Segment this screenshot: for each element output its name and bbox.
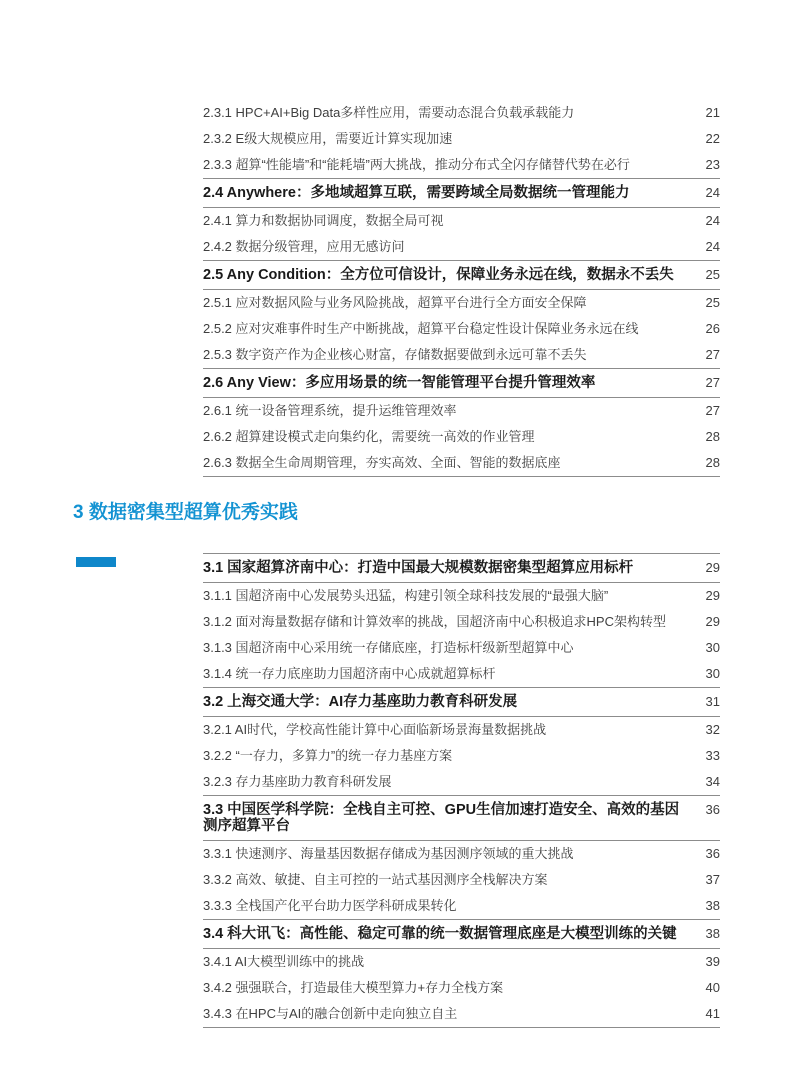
toc-entry[interactable]	[203, 100, 720, 126]
toc-group-2-6	[203, 368, 720, 476]
toc-entry[interactable]	[203, 975, 720, 1001]
toc-entry-page: 29	[705, 560, 720, 575]
toc-group-2-5	[203, 260, 720, 368]
toc-entry[interactable]	[203, 893, 720, 919]
toc-entry[interactable]	[203, 635, 720, 661]
toc-entry-title: 3.3 中国医学科学院：全栈自主可控、GPU生信加速打造安全、高效的基因测序超算平台	[203, 802, 680, 834]
toc-entry-page: 32	[705, 722, 720, 737]
toc-section-header[interactable]	[203, 261, 720, 290]
toc-entry[interactable]	[203, 769, 720, 795]
toc-entry-page: 34	[705, 774, 720, 789]
toc-entry-page: 38	[705, 898, 720, 913]
toc-entry[interactable]	[203, 661, 720, 687]
toc-entry-page: 28	[705, 429, 720, 444]
toc-entry-title: 3.1 国家超算济南中心：打造中国最大规模数据密集型超算应用标杆	[203, 560, 634, 576]
toc-entry-page: 37	[705, 872, 720, 887]
toc-entry-page: 27	[705, 347, 720, 362]
toc-entry-page: 23	[705, 157, 720, 172]
toc-entry[interactable]	[203, 290, 720, 316]
toc-group-3-1	[203, 553, 720, 687]
toc-entry-title: 2.3.3 超算“性能墙”和“能耗墙”两大挑战，推动分布式全闪存储替代势在必行	[203, 157, 630, 172]
toc-entry-title: 3.1.3 国超济南中心采用统一存储底座，打造标杆级新型超算中心	[203, 640, 574, 655]
toc-entry-page: 27	[705, 403, 720, 418]
toc-entry[interactable]	[203, 152, 720, 178]
toc-entry-title: 3.4 科大讯飞：高性能、稳定可靠的统一数据管理底座是大模型训练的关键	[203, 926, 677, 942]
toc-entry-title: 2.6.2 超算建设模式走向集约化，需要统一高效的作业管理	[203, 429, 535, 444]
chapter-marker-bar	[76, 557, 116, 567]
toc-entry[interactable]	[203, 717, 720, 743]
chapter3-heading: 3 数据密集型超算优秀实践	[73, 502, 298, 523]
toc-section-header[interactable]	[203, 369, 720, 398]
toc-entry-page: 29	[705, 588, 720, 603]
toc-entry-title: 2.5 Any Condition：全方位可信设计，保障业务永远在线，数据永不丢失	[203, 267, 674, 283]
toc-entry-page: 29	[705, 614, 720, 629]
toc-entry-page: 38	[705, 926, 720, 941]
toc-entry-title: 2.6 Any View：多应用场景的统一智能管理平台提升管理效率	[203, 375, 596, 391]
toc-entry-title: 3.1.1 国超济南中心发展势头迅猛，构建引领全球科技发展的“最强大脑”	[203, 588, 609, 603]
toc-section-header[interactable]	[203, 179, 720, 208]
toc-group-3-2	[203, 687, 720, 795]
toc-entry-page: 28	[705, 455, 720, 470]
toc-entry[interactable]	[203, 841, 720, 867]
toc-entry-page: 25	[705, 267, 720, 282]
toc-section-header[interactable]	[203, 554, 720, 583]
toc-entry-page: 26	[705, 321, 720, 336]
toc-entry-title: 3.3.2 高效、敏捷、自主可控的一站式基因测序全栈解决方案	[203, 872, 548, 887]
toc-entry-title: 2.3.2 E级大规模应用，需要近计算实现加速	[203, 131, 453, 146]
toc-entry[interactable]	[203, 398, 720, 424]
toc-entry[interactable]	[203, 867, 720, 893]
toc-entry-page: 27	[705, 375, 720, 390]
toc-entry-title: 2.5.2 应对灾难事件时生产中断挑战，超算平台稳定性设计保障业务永远在线	[203, 321, 639, 336]
toc-entry-page: 36	[705, 802, 720, 817]
toc-chapter3-block	[203, 553, 720, 1028]
toc-entry-page: 30	[705, 666, 720, 681]
toc-entry[interactable]	[203, 316, 720, 342]
toc-entry-page: 30	[705, 640, 720, 655]
toc-entry-title: 3.2 上海交通大学：AI存力基座助力教育科研发展	[203, 694, 518, 710]
toc-entry-page: 41	[705, 1006, 720, 1021]
toc-entry-title: 3.2.2 “一存力，多算力”的统一存力基座方案	[203, 748, 453, 763]
toc-group-2-4	[203, 178, 720, 260]
toc-entry-page: 21	[705, 105, 720, 120]
toc-entry-title: 2.6.3 数据全生命周期管理，夯实高效、全面、智能的数据底座	[203, 455, 561, 470]
toc-entry-title: 2.6.1 统一设备管理系统，提升运维管理效率	[203, 403, 457, 418]
toc-entry-title: 3.2.3 存力基座助力教育科研发展	[203, 774, 392, 789]
toc-chapter2-block	[203, 100, 720, 477]
toc-entry[interactable]	[203, 424, 720, 450]
toc-entry-title: 2.5.1 应对数据风险与业务风险挑战，超算平台进行全方面安全保障	[203, 295, 587, 310]
toc-entry[interactable]	[203, 126, 720, 152]
toc-entry-title: 3.2.1 AI时代，学校高性能计算中心面临新场景海量数据挑战	[203, 722, 547, 737]
toc-entry-page: 22	[705, 131, 720, 146]
toc-entry-page: 33	[705, 748, 720, 763]
toc-entry[interactable]	[203, 583, 720, 609]
toc-entry-title: 3.4.1 AI大模型训练中的挑战	[203, 954, 365, 969]
toc-entry[interactable]	[203, 234, 720, 260]
toc-entry[interactable]	[203, 949, 720, 975]
toc-entry-page: 39	[705, 954, 720, 969]
toc-entry-page: 40	[705, 980, 720, 995]
toc-entry-page: 24	[705, 239, 720, 254]
toc-entry-title: 3.1.2 面对海量数据存储和计算效率的挑战，国超济南中心积极追求HPC架构转型	[203, 614, 666, 629]
toc-group-3-4	[203, 919, 720, 1027]
toc-entry-page: 25	[705, 295, 720, 310]
toc-section-header[interactable]	[203, 796, 720, 841]
toc-entry-title: 3.3.3 全栈国产化平台助力医学科研成果转化	[203, 898, 457, 913]
toc-entry[interactable]	[203, 450, 720, 476]
toc-entry-title: 2.5.3 数字资产作为企业核心财富，存储数据要做到永远可靠不丢失	[203, 347, 587, 362]
toc-entry-page: 24	[705, 213, 720, 228]
toc-entry-title: 2.4.1 算力和数据协同调度，数据全局可视	[203, 213, 444, 228]
toc-entry-page: 24	[705, 185, 720, 200]
toc-entry[interactable]	[203, 1001, 720, 1027]
toc-entry[interactable]	[203, 743, 720, 769]
toc-entry-title: 3.4.3 在HPC与AI的融合创新中走向独立自主	[203, 1006, 458, 1021]
toc-entry-title: 3.1.4 统一存力底座助力国超济南中心成就超算标杆	[203, 666, 496, 681]
toc-entry[interactable]	[203, 342, 720, 368]
toc-entry-title: 2.3.1 HPC+AI+Big Data多样性应用，需要动态混合负载承载能力	[203, 105, 575, 120]
toc-section-header[interactable]	[203, 688, 720, 717]
toc-entry-title: 2.4.2 数据分级管理，应用无感访问	[203, 239, 405, 254]
toc-entry-title: 3.4.2 强强联合，打造最佳大模型算力+存力全栈方案	[203, 980, 504, 995]
toc-entry[interactable]	[203, 609, 720, 635]
toc-group-3-3	[203, 795, 720, 919]
toc-entry-title: 3.3.1 快速测序、海量基因数据存储成为基因测序领域的重大挑战	[203, 846, 574, 861]
toc-entry-page: 31	[705, 694, 720, 709]
toc-entry[interactable]	[203, 208, 720, 234]
toc-section-header[interactable]	[203, 920, 720, 949]
toc-entry-page: 36	[705, 846, 720, 861]
toc-entry-title: 2.4 Anywhere：多地域超算互联，需要跨域全局数据统一管理能力	[203, 185, 630, 201]
